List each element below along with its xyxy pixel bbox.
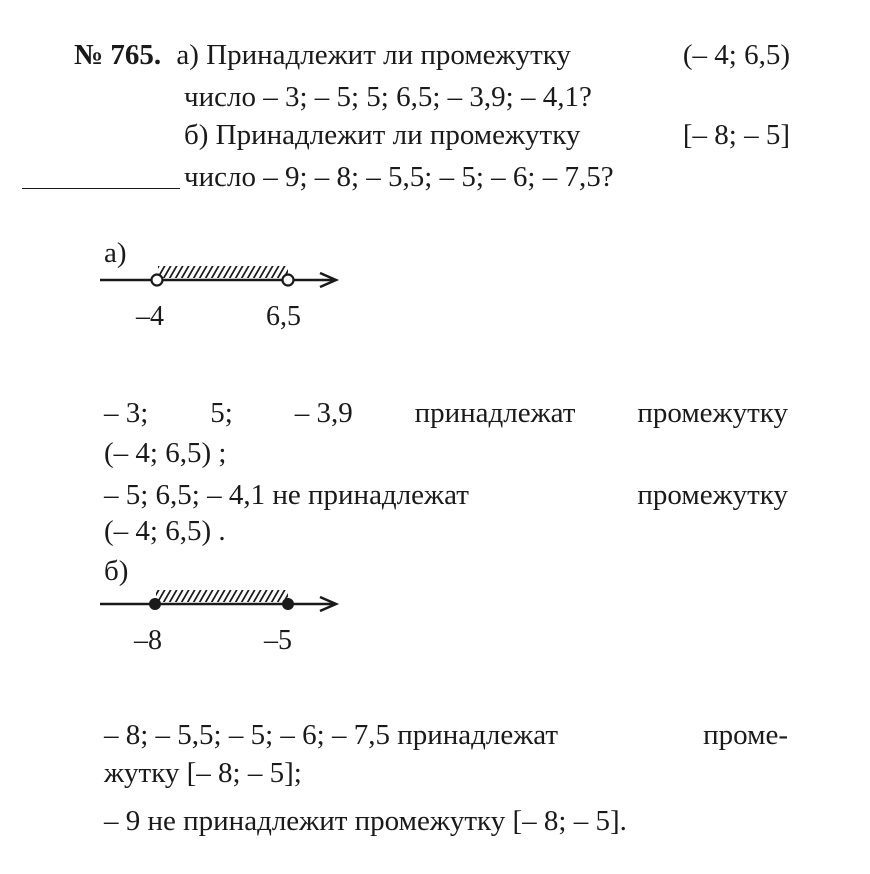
- problem-line-3: [184, 118, 790, 152]
- solution-b-label: б): [104, 555, 129, 587]
- tick-label-right-b: –5: [264, 625, 292, 656]
- interval-b: [– 8; – 5]: [682, 119, 790, 151]
- separator-line: [22, 188, 180, 189]
- answer-a-value-3: – 3,9: [294, 397, 353, 429]
- answer-b-values: – 8; – 5,5; – 5; – 6; – 7,5 принадлежат: [104, 719, 559, 751]
- problem-number: № 765.: [74, 39, 162, 71]
- answer-a-value-1: – 3;: [104, 397, 149, 429]
- answer-a-negation: – 5; 6,5; – 4,1 не принадлежат: [104, 479, 469, 511]
- interval-a: (– 4; 6,5): [682, 39, 790, 71]
- answer-a-value-2: 5;: [210, 397, 233, 429]
- number-line-a: [100, 262, 350, 302]
- problem-part-a-numbers: число – 3; – 5; 5; 6,5; – 3,9; – 4,1?: [184, 81, 592, 113]
- answer-a-noun: промежутку: [637, 397, 788, 429]
- problem-line-1: [74, 38, 790, 72]
- tick-label-right-a: 6,5: [266, 301, 301, 332]
- tick-label-left-b: –8: [134, 625, 162, 656]
- hatch-a: [158, 266, 288, 278]
- answer-a-verb: принадлежат: [414, 397, 576, 429]
- answer-a-negation-noun: промежутку: [637, 479, 788, 511]
- closed-point-left: [149, 598, 161, 610]
- hatch-b: [156, 590, 288, 602]
- answer-b-hyphenated: проме-: [703, 719, 788, 751]
- answer-a-line-1: [104, 396, 788, 430]
- tick-label-left-a: –4: [136, 301, 164, 332]
- problem-part-a-question: а) Принадлежит ли промежутку: [176, 39, 571, 71]
- problem-part-b-question: б) Принадлежит ли промежутку: [184, 119, 581, 151]
- answer-b-line-2: жутку [– 8; – 5];: [104, 757, 302, 789]
- answer-b-line-3: – 9 не принадлежит промежутку [– 8; – 5].: [104, 805, 627, 837]
- closed-point-right: [282, 598, 294, 610]
- number-line-b: [100, 586, 350, 626]
- solution-a-label: а): [104, 237, 127, 269]
- problem-part-b-numbers: число – 9; – 8; – 5,5; – 5; – 6; – 7,5?: [184, 161, 614, 193]
- open-point-right: [283, 275, 294, 286]
- answer-a-line-3: [104, 478, 788, 512]
- answer-a-line-2: (– 4; 6,5) ;: [104, 437, 227, 469]
- answer-b-line-1: [104, 718, 788, 752]
- open-point-left: [152, 275, 163, 286]
- answer-a-line-4: (– 4; 6,5) .: [104, 515, 226, 547]
